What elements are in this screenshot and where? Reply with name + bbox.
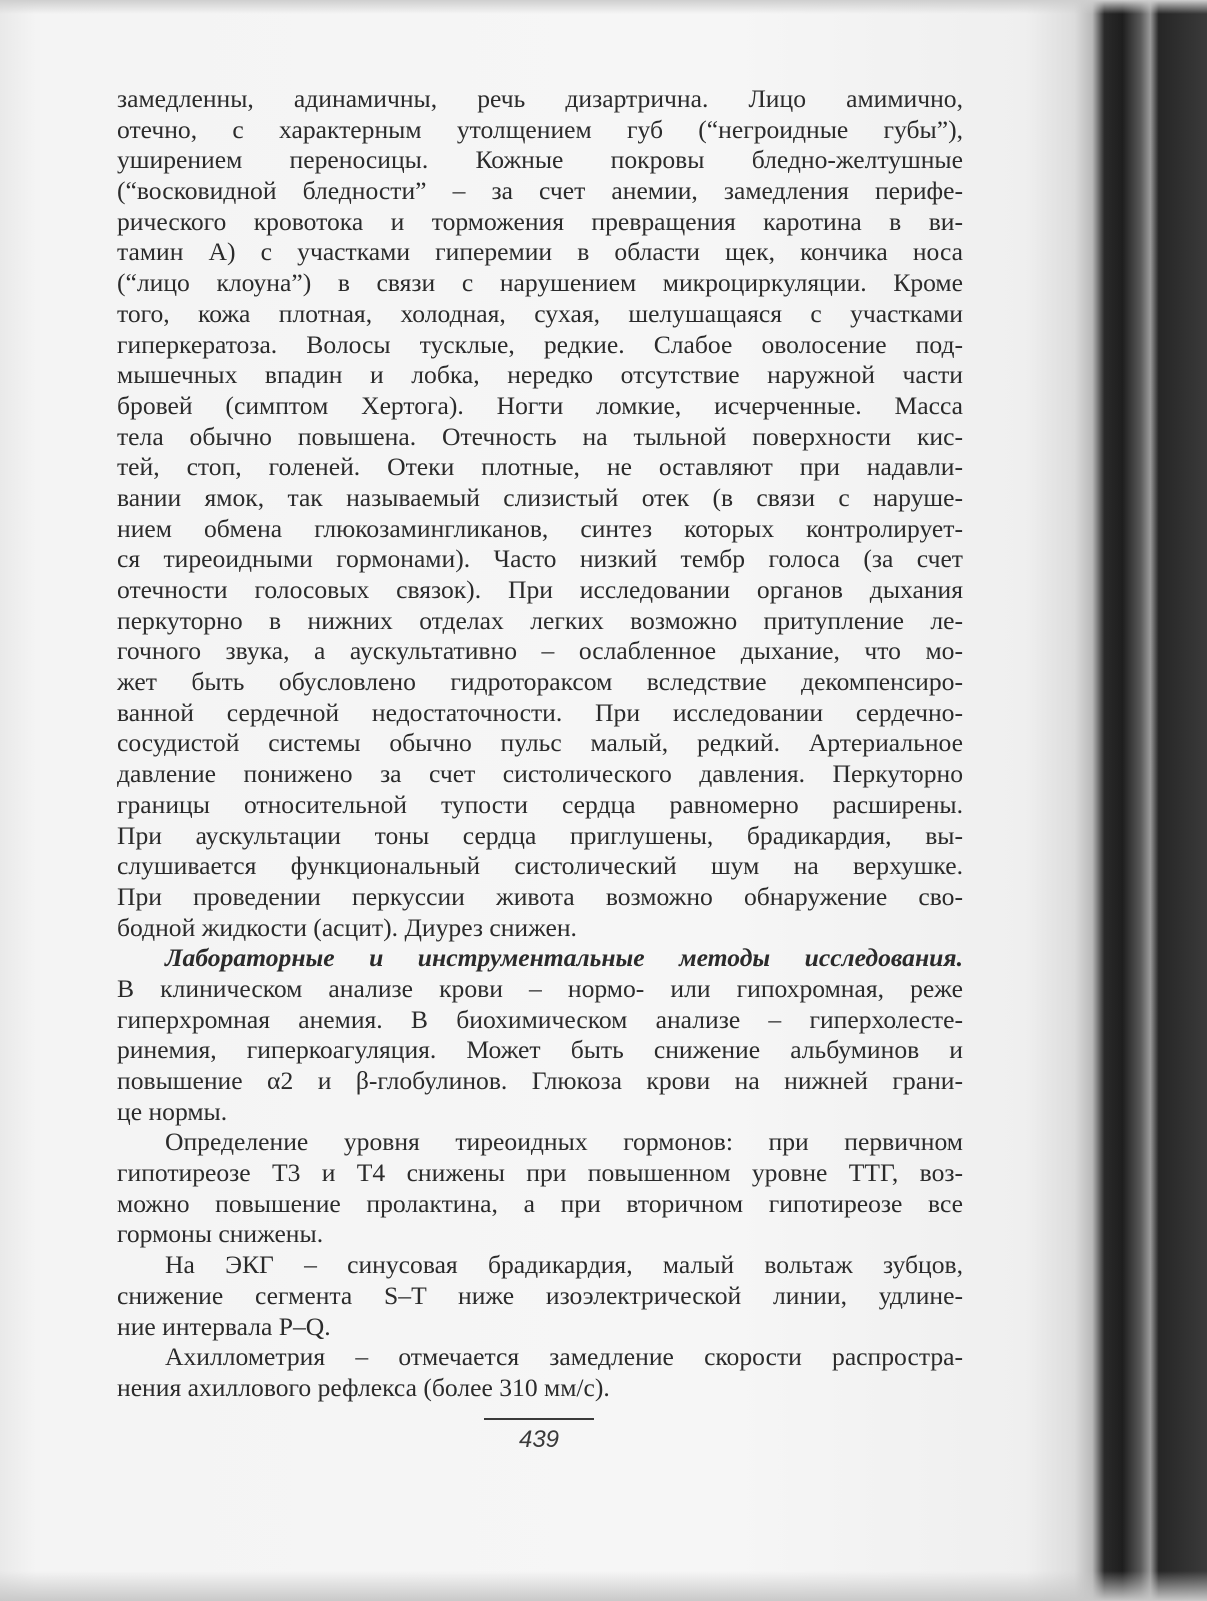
text-line: давление понижено за счет систолического давления. Перкуторно bbox=[117, 759, 963, 789]
text-line: перкуторно в нижних отделах легких возможно притупление ле- bbox=[117, 605, 963, 635]
text-line: бровей (симптом Хертога). Ногти ломкие, исчерченные. Масса bbox=[117, 390, 963, 420]
text-line: гочного звука, а аускультативно – ослабленное дыхание, что мо- bbox=[117, 636, 963, 666]
text-line: тамин А) с участками гиперемии в области щек, кончика носа bbox=[117, 237, 963, 267]
text-line: гормоны снижены. bbox=[117, 1219, 324, 1249]
text-line: того, кожа плотная, холодная, сухая, шелушащаяся с участками bbox=[117, 298, 963, 328]
text-line: нием обмена глюкозамингликанов, синтез которых контролирует- bbox=[117, 513, 963, 543]
text-line: гиперхромная анемия. В биохимическом анализе – гиперхолесте- bbox=[117, 1004, 963, 1034]
text-line: Определение уровня тиреоидных гормонов: при первичном bbox=[165, 1127, 963, 1157]
text-line: рического кровотока и торможения превращения каротина в ви- bbox=[117, 206, 963, 236]
text-line: снижение сегмента S–T ниже изоэлектрической линии, удлине- bbox=[117, 1280, 963, 1310]
text-line: слушивается функциональный систолический шум на верхушке. bbox=[117, 851, 963, 881]
text-line: повышение α2 и β-глобулинов. Глюкоза крови на нижней грани- bbox=[117, 1066, 963, 1095]
text-line: жет быть обусловлено гидротораксом вследствие декомпенсиро- bbox=[117, 667, 963, 697]
text-line: границы относительной тупости сердца равномерно расширены. bbox=[117, 789, 963, 819]
text-line: ся тиреоидными гормонами). Часто низкий тембр голоса (за счет bbox=[117, 544, 963, 574]
text-line: сосудистой системы обычно пульс малый, редкий. Артериальное bbox=[117, 728, 963, 758]
text-line: Ахиллометрия – отмечается замедление скорости распростра- bbox=[165, 1342, 963, 1372]
text-line: гипотиреозе Т3 и Т4 снижены при повышенном уровне ТТГ, воз- bbox=[117, 1158, 963, 1188]
text-line: тей, стоп, голеней. Отеки плотные, не оставляют при надавли- bbox=[117, 452, 963, 482]
section-heading: Лабораторные и инструментальные методы исследования. bbox=[165, 943, 963, 973]
text-line: отечности голосовых связок). При исследовании органов дыхания bbox=[117, 575, 963, 604]
text-line: отечно, с характерным утолщением губ (“негроидные губы”), bbox=[117, 114, 963, 144]
text-line: (“лицо клоуна”) в связи с нарушением микроциркуляции. Кроме bbox=[117, 268, 963, 298]
text-line: При аускультации тоны сердца приглушены, брадикардия, вы- bbox=[117, 820, 963, 850]
text-line: замедленны, адинамичны, речь дизартрична. Лицо амимично, bbox=[117, 84, 963, 113]
text-line: вании ямок, так называемый слизистый отек (в связи с наруше- bbox=[117, 482, 963, 512]
page-top-shadow bbox=[0, 0, 1207, 14]
footer-rule bbox=[484, 1418, 594, 1420]
text-line: мышечных впадин и лобка, нередко отсутствие наружной части bbox=[117, 360, 963, 390]
body-text bbox=[117, 84, 963, 1404]
page-number: 439 bbox=[518, 1426, 560, 1453]
text-line: ванной сердечной недостаточности. При исследовании сердечно- bbox=[117, 697, 963, 727]
text-line: нения ахиллового рефлекса (более 310 мм/с). bbox=[117, 1372, 610, 1402]
text-line: При проведении перкуссии живота возможно обнаружение сво- bbox=[117, 881, 963, 911]
text-line: В клиническом анализе крови – нормо- или гипохромная, реже bbox=[117, 973, 963, 1003]
text-line: гиперкератоза. Волосы тусклые, редкие. Слабое оволосение под- bbox=[117, 329, 963, 359]
text-line: можно повышение пролактина, а при вторичном гипотиреозе все bbox=[117, 1188, 963, 1218]
text-line: (“восковидной бледности” – за счет анемии, замедления перифе- bbox=[117, 176, 963, 206]
text-line: ринемия, гиперкоагуляция. Может быть снижение альбуминов и bbox=[117, 1035, 963, 1065]
text-line: уширением переносицы. Кожные покровы бледно-желтушные bbox=[117, 145, 963, 175]
page-bottom-shadow bbox=[0, 1571, 1207, 1601]
text-line: тела обычно повышена. Отечность на тыльной поверхности кис- bbox=[117, 421, 963, 451]
text-line: бодной жидкости (асцит). Диурез снижен. bbox=[117, 912, 577, 942]
text-line: ние интервала P–Q. bbox=[117, 1311, 331, 1341]
text-line: це нормы. bbox=[117, 1096, 228, 1126]
text-line: На ЭКГ – синусовая брадикардия, малый вольтаж зубцов, bbox=[165, 1250, 963, 1280]
